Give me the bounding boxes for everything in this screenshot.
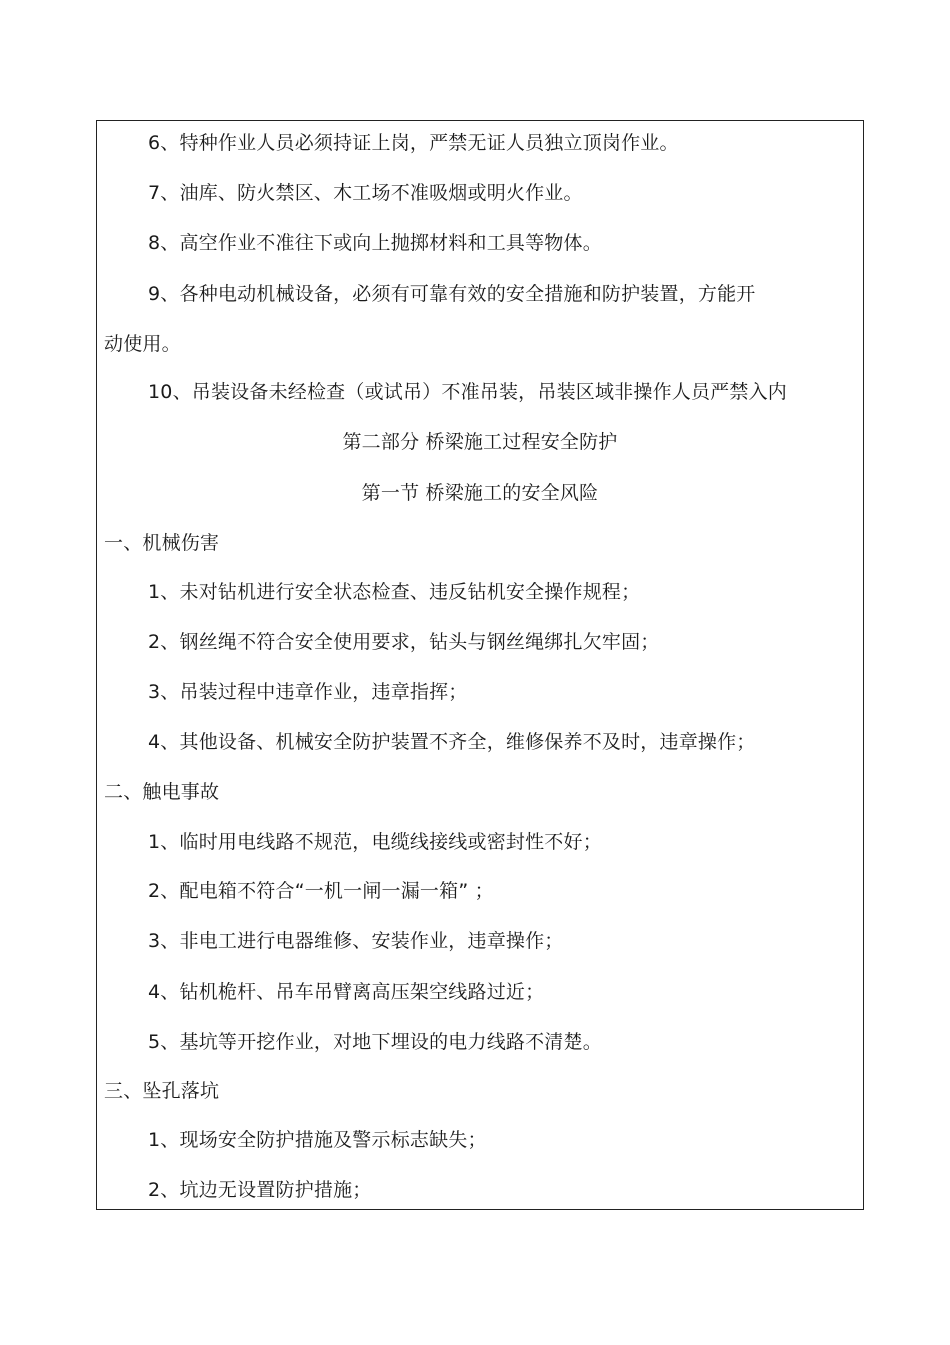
list-item: 2、钢丝绳不符合安全使用要求，钻头与钢丝绳绑扎欠牢固； — [148, 631, 660, 653]
rule-item-8: 8、高空作业不准往下或向上抛掷材料和工具等物体。 — [148, 232, 602, 254]
rule-item-10: 10、吊装设备未经检查（或试吊）不准吊装，吊装区域非操作人员严禁入内 — [148, 381, 787, 403]
section-heading-electric: 二、触电事故 — [104, 781, 220, 803]
list-item: 1、现场安全防护措施及警示标志缺失； — [148, 1129, 487, 1151]
rule-item-6: 6、特种作业人员必须持证上岗，严禁无证人员独立顶岗作业。 — [148, 132, 679, 154]
list-item: 3、非电工进行电器维修、安装作业，违章操作； — [148, 930, 564, 952]
rule-item-9: 9、各种电动机械设备，必须有可靠有效的安全措施和防护装置，方能开 — [148, 283, 756, 305]
list-item: 2、配电箱不符合“一机一闸一漏一箱” ； — [148, 880, 494, 902]
list-item: 2、坑边无设置防护措施； — [148, 1179, 372, 1201]
list-item: 1、临时用电线路不规范，电缆线接线或密封性不好； — [148, 831, 602, 853]
list-item: 5、基坑等开挖作业，对地下埋设的电力线路不清楚。 — [148, 1031, 602, 1053]
rule-item-9-continuation: 动使用。 — [104, 333, 181, 355]
list-item: 3、吊装过程中违章作业，违章指挥； — [148, 681, 468, 703]
rule-item-7: 7、油库、防火禁区、木工场不准吸烟或明火作业。 — [148, 182, 583, 204]
list-item: 4、其他设备、机械安全防护装置不齐全，维修保养不及时，违章操作； — [148, 731, 756, 753]
list-item: 4、钻机桅杆、吊车吊臂离高压架空线路过近； — [148, 981, 545, 1003]
part-title: 第二部分 桥梁施工过程安全防护 — [342, 431, 618, 453]
section-heading-falling: 三、坠孔落坑 — [104, 1080, 220, 1102]
section-heading-mechanical: 一、机械伤害 — [104, 532, 220, 554]
section-title: 第一节 桥梁施工的安全风险 — [361, 482, 599, 504]
list-item: 1、未对钻机进行安全状态检查、违反钻机安全操作规程； — [148, 581, 641, 603]
